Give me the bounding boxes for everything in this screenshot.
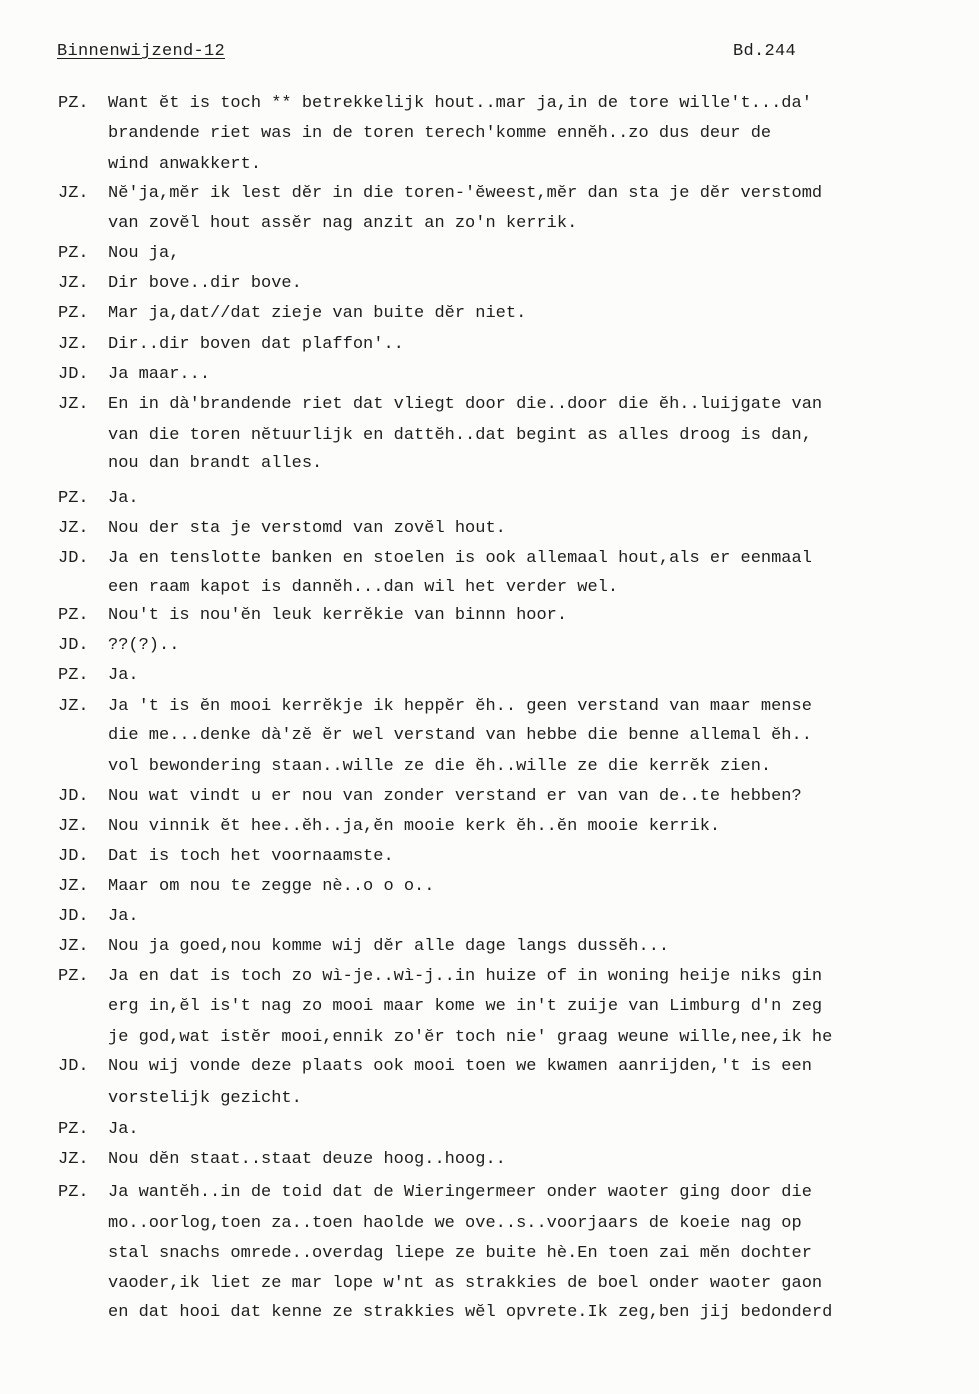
speaker-label: JZ. — [58, 877, 89, 896]
utterance-text: Nou wat vindt u er nou van zonder verstand er van van de..te hebben? — [108, 787, 802, 806]
transcript-line — [0, 996, 979, 1018]
utterance-text: Maar om nou te zegge nè..o o o.. — [108, 877, 435, 896]
transcript-line — [0, 273, 979, 295]
utterance-text: van die toren nĕtuurlijk en dattĕh..dat begint as alles droog is dan, — [108, 426, 812, 445]
transcript-line — [0, 816, 979, 838]
speaker-label: JD. — [58, 907, 89, 926]
utterance-text: een raam kapot is dannĕh...dan wil het verder wel. — [108, 578, 619, 597]
speaker-label: JD. — [58, 1057, 89, 1076]
transcript-line — [0, 518, 979, 540]
utterance-text: vaoder,ik liet ze mar lope w'nt as strakkies de boel onder waoter gaon — [108, 1274, 823, 1293]
transcript-line — [0, 394, 979, 416]
utterance-text: Ja wantĕh..in de toid dat de Wieringermeer onder waoter ging door die — [108, 1183, 812, 1202]
speaker-label: PZ. — [58, 967, 89, 986]
speaker-label: JZ. — [58, 817, 89, 836]
utterance-text: Ja en dat is toch zo wì-je..wì-j..in huize of in woning heije niks gin — [108, 967, 823, 986]
utterance-text: stal snachs omrede..overdag liepe ze buite hè.En toen zai mĕn dochter — [108, 1244, 812, 1263]
speaker-label: JZ. — [58, 335, 89, 354]
speaker-label: JD. — [58, 549, 89, 568]
speaker-label: PZ. — [58, 606, 89, 625]
utterance-text: ??(?).. — [108, 636, 180, 655]
utterance-text: die me...denke dà'zĕ ĕr wel verstand van hebbe die benne allemal ĕh.. — [108, 726, 812, 745]
transcript-line — [0, 1243, 979, 1265]
utterance-text: Dir..dir boven dat plaffon'.. — [108, 335, 404, 354]
page-reference: Bd.244 — [733, 42, 797, 61]
utterance-text: Nou wij vonde deze plaats ook mooi toen we kwamen aanrijden,'t is een — [108, 1057, 812, 1076]
transcript-line — [0, 1119, 979, 1141]
transcript-line — [0, 577, 979, 599]
transcript-line — [0, 154, 979, 176]
transcript-line — [0, 1056, 979, 1078]
utterance-text: brandende riet was in de toren terech'komme ennĕh..zo dus deur de — [108, 124, 772, 143]
utterance-text: mo..oorlog,toen za..toen haolde we ove..s..voorjaars de koeie nag op — [108, 1214, 802, 1233]
transcript-line — [0, 548, 979, 570]
transcript-line — [0, 213, 979, 235]
speaker-label: JZ. — [58, 519, 89, 538]
transcript-line — [0, 1182, 979, 1204]
transcript-line — [0, 936, 979, 958]
utterance-text: Ja 't is ĕn mooi kerrĕkje ik heppĕr ĕh.. geen verstand van maar mense — [108, 697, 812, 716]
utterance-text: Nou ja, — [108, 244, 180, 263]
transcript-line — [0, 1149, 979, 1171]
transcript-line — [0, 364, 979, 386]
utterance-text: Dat is toch het voornaamste. — [108, 847, 394, 866]
speaker-label: PZ. — [58, 244, 89, 263]
speaker-label: JZ. — [58, 274, 89, 293]
utterance-text: Nou't is nou'ĕn leuk kerrĕkie van binnn hoor. — [108, 606, 568, 625]
utterance-text: En in dà'brandende riet dat vliegt door die..door die ĕh..luijgate van — [108, 395, 823, 414]
transcript-line — [0, 1302, 979, 1324]
utterance-text: Ja. — [108, 907, 139, 926]
speaker-label: JZ. — [58, 395, 89, 414]
utterance-text: Ja. — [108, 1120, 139, 1139]
utterance-text: en dat hooi dat kenne ze strakkies wĕl opvrete.Ik zeg,ben jij bedonderd — [108, 1303, 833, 1322]
transcript-line — [0, 846, 979, 868]
utterance-text: wind anwakkert. — [108, 155, 262, 174]
utterance-text: Nĕ'ja,mĕr ik lest dĕr in die toren-'ĕweest,mĕr dan sta je dĕr verstomd — [108, 184, 823, 203]
transcript-line — [0, 635, 979, 657]
speaker-label: PZ. — [58, 666, 89, 685]
utterance-text: Ja maar... — [108, 365, 211, 384]
utterance-text: Nou der sta je verstomd van zovĕl hout. — [108, 519, 506, 538]
transcript-line — [0, 1088, 979, 1110]
transcript-line — [0, 1273, 979, 1295]
transcript-line — [0, 334, 979, 356]
utterance-text: Ja. — [108, 666, 139, 685]
transcript-line — [0, 966, 979, 988]
utterance-text: vol bewondering staan..wille ze die ĕh..wille ze die kerrĕk zien. — [108, 757, 772, 776]
transcript-line — [0, 1027, 979, 1049]
utterance-text: je god,wat istĕr mooi,ennik zo'ĕr toch nie' graag weune wille,nee,ik he — [108, 1028, 833, 1047]
transcript-line — [0, 756, 979, 778]
speaker-label: PZ. — [58, 94, 89, 113]
utterance-text: Mar ja,dat//dat zieje van buite dĕr niet. — [108, 304, 527, 323]
utterance-text: Nou vinnik ĕt hee..ĕh..ja,ĕn mooie kerk ĕh..ĕn mooie kerrik. — [108, 817, 721, 836]
speaker-label: JZ. — [58, 1150, 89, 1169]
transcript-line — [0, 183, 979, 205]
utterance-text: Dir bove..dir bove. — [108, 274, 302, 293]
utterance-text: Ja. — [108, 489, 139, 508]
transcript-line — [0, 303, 979, 325]
transcript-line — [0, 665, 979, 687]
utterance-text: Want ĕt is toch ** betrekkelijk hout..mar ja,in de tore wille't...da' — [108, 94, 812, 113]
transcript-line — [0, 1213, 979, 1235]
speaker-label: JZ. — [58, 184, 89, 203]
speaker-label: JD. — [58, 787, 89, 806]
speaker-label: PZ. — [58, 489, 89, 508]
utterance-text: vorstelijk gezicht. — [108, 1089, 302, 1108]
transcript-line — [0, 425, 979, 447]
speaker-label: JD. — [58, 365, 89, 384]
utterance-text: van zovĕl hout assĕr nag anzit an zo'n kerrik. — [108, 214, 578, 233]
speaker-label: PZ. — [58, 304, 89, 323]
speaker-label: JZ. — [58, 937, 89, 956]
transcript-line — [0, 725, 979, 747]
document-title: Binnenwijzend-12 — [57, 42, 226, 61]
transcript-line — [0, 453, 979, 475]
transcript-line — [0, 93, 979, 115]
transcript-line — [0, 906, 979, 928]
transcript-line — [0, 123, 979, 145]
speaker-label: JZ. — [58, 697, 89, 716]
transcript-line — [0, 696, 979, 718]
utterance-text: Ja en tenslotte banken en stoelen is ook allemaal hout,als er eenmaal — [108, 549, 812, 568]
utterance-text: Nou ja goed,nou komme wij dĕr alle dage langs dussĕh... — [108, 937, 670, 956]
utterance-text: nou dan brandt alles. — [108, 454, 323, 473]
speaker-label: JD. — [58, 847, 89, 866]
utterance-text: erg in,ĕl is't nag zo mooi maar kome we in't zuije van Limburg d'n zeg — [108, 997, 823, 1016]
transcript-line — [0, 605, 979, 627]
transcript-line — [0, 876, 979, 898]
transcript-line — [0, 488, 979, 510]
transcript-line — [0, 243, 979, 265]
transcript-line — [0, 786, 979, 808]
speaker-label: PZ. — [58, 1183, 89, 1202]
speaker-label: PZ. — [58, 1120, 89, 1139]
speaker-label: JD. — [58, 636, 89, 655]
utterance-text: Nou dĕn staat..staat deuze hoog..hoog.. — [108, 1150, 506, 1169]
